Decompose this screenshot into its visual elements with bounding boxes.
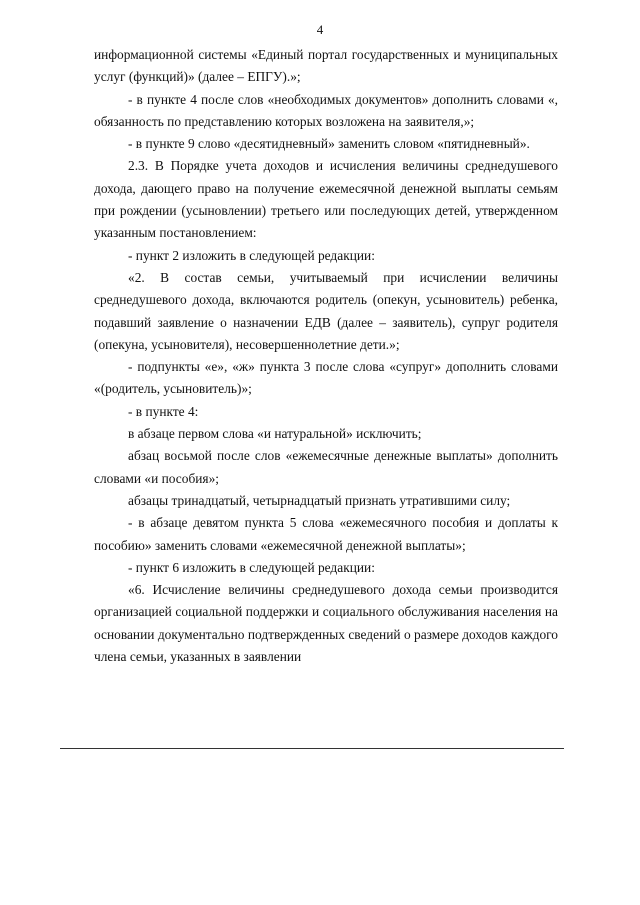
paragraph-8: - в пункте 4: (128, 403, 199, 419)
paragraph-12: - в абзаце девятом пункта 5 слова «ежемесячного пособия и доплаты к пособию» заменить словами «ежемесячной денежной выплаты»; (94, 515, 558, 553)
paragraph-2: - в пункте 4 после слов «необходимых документов» дополнить словами «, обязанность по представлению которых возложена на заявителя,»; (94, 91, 558, 129)
paragraph-3: - в пункте 9 слово «десятидневный» заменить словом «пятидневный». (128, 136, 530, 152)
paragraph-13: - пункт 6 изложить в следующей редакции: (128, 559, 375, 575)
paragraph-7: - подпункты «е», «ж» пункта 3 после слова «супруг» дополнить словами «(родитель, усыновитель)»; (94, 359, 558, 397)
paragraph-11: абзацы тринадцатый, четырнадцатый признать утратившими силу; (128, 492, 511, 508)
paragraph-6: «2. В состав семьи, учитываемый при исчислении величины среднедушевого дохода, включаются родитель (опекун, усыновитель) ребенка, подавший заявление о назначении ЕДВ (далее – заявитель), супруг родителя (опекуна, усыновителя), несовершеннолетние дети.»; (94, 269, 558, 352)
paragraph-10: абзац восьмой после слов «ежемесячные денежные выплаты» дополнить словами «и пособия»; (94, 448, 558, 486)
paragraph-14: «6. Исчисление величины среднедушевого дохода семьи производится организацией социальной поддержки и социального обслуживания населения на основании документально подтвержденных сведений о размере доходов каждого члена семьи, указанных в заявлении (94, 582, 558, 665)
paragraph-4: 2.3. В Порядке учета доходов и исчисления величины среднедушевого дохода, дающего право на получение ежемесячной денежной выплаты семьям при рождении (усыновлении) третьего или последующих детей, утвержденном указанным постановлением: (94, 158, 558, 241)
document-body (94, 44, 558, 668)
page-number: 4 (316, 22, 324, 37)
paragraph-9: в абзаце первом слова «и натуральной» исключить; (128, 426, 422, 442)
paragraph-1: информационной системы «Единый портал государственных и муниципальных услуг (функций)» (далее – ЕПГУ).»; (94, 47, 558, 85)
paragraph-5: - пункт 2 изложить в следующей редакции: (128, 247, 375, 263)
page-bottom-rule (60, 748, 564, 749)
